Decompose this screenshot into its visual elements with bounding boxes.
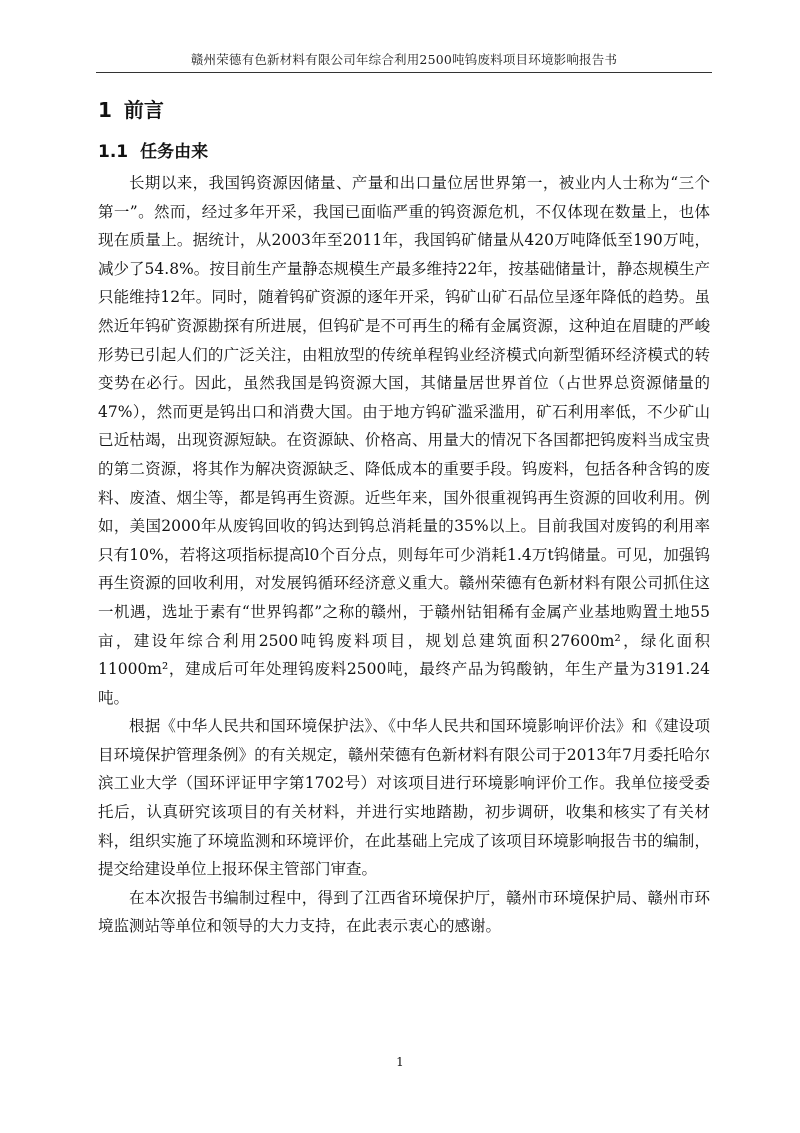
header-divider: [96, 72, 712, 73]
chapter-heading: [98, 94, 164, 123]
page-number: 1: [396, 1055, 404, 1069]
body-text: [98, 169, 710, 941]
paragraph-background: 长期以来，我国钨资源因储量、产量和出口量位居世界第一，被业内人士称为“三个第一”。然而，经过多年开采，我国已面临严重的钨资源危机，不仅体现在数量上，也体现在质量上。据统计，从2003年至2011年，我国钨矿储量从420万吨降低至190万吨，减少了54.8%。按目前生产量静态规模生产最多维持22年，按基础储量计，静态规模生产只能维持12年。同时，随着钨矿资源的逐年开采，钨矿山矿石品位呈逐年降低的趋势。虽然近年钨矿资源勘探有所进展，但钨矿是不可再生的稀有金属资源，这种迫在眉睫的严峻形势已引起人们的广泛关注，由粗放型的传统单程钨业经济模式向新型循环经济模式的转变势在必行。因此，虽然我国是钨资源大国，其储量居世界首位（占世界总资源储量的 47%），然而更是钨出口和消费大国。由于地方钨矿滥采滥用，矿石利用率低，不少矿山已近枯竭，出现资源短缺。在资源缺、价格高、用量大的情况下各国都把钨废料当成宝贵的第二资源，将其作为解决资源缺乏、降低成本的重要手段。钨废料，包括各种含钨的废料、废渣、烟尘等，都是钨再生资源。近些年来，国外很重视钨再生资源的回收利用。例如，美国2000年从废钨回收的钨达到钨总消耗量的35%以上。目前我国对废钨的利用率只有10%，若将这项指标提高l0个百分点，则每年可少消耗1.4万t钨储量。可见，加强钨再生资源的回收利用，对发展钨循环经济意义重大。赣州荣德有色新材料有限公司抓住这一机遇，选址于素有“世界钨都”之称的赣州，于赣州钴钼稀有金属产业基地购置土地55亩，建设年综合利用2500吨钨废料项目，规划总建筑面积27600m²，绿化面积11000m²，建成后可年处理钨废料2500吨，最终产品为钨酸钠，年生产量为3191.24吨。: [98, 174, 710, 707]
section-title: 任务由来: [140, 142, 209, 162]
chapter-number: 1: [98, 98, 112, 122]
paragraph-acknowledgement: 在本次报告书编制过程中，得到了江西省环境保护厅，赣州市环境保护局、赣州市环境监测站等单位和领导的大力支持，在此表示衷心的感谢。: [98, 888, 710, 936]
section-heading: [98, 137, 208, 162]
paragraph-legal-basis: 根据《中华人民共和国环境保护法》、《中华人民共和国环境影响评价法》和《建设项目环境保护管理条例》的有关规定，赣州荣德有色新材料有限公司于2013年7月委托哈尔滨工业大学（国环评证甲字第1702号）对该项目进行环境影响评价工作。我单位接受委托后，认真研究该项目的有关材料，并进行实地踏勘，初步调研，收集和核实了有关材料，组织实施了环境监测和环境评价，在此基础上完成了该项目环境影响报告书的编制，提交给建设单位上报环保主管部门审查。: [98, 717, 710, 879]
chapter-title: 前言: [123, 98, 164, 122]
section-number: 1.1: [98, 142, 129, 162]
running-header: 赣州荣德有色新材料有限公司年综合利用2500吨钨废料项目环境影响报告书: [190, 52, 618, 67]
